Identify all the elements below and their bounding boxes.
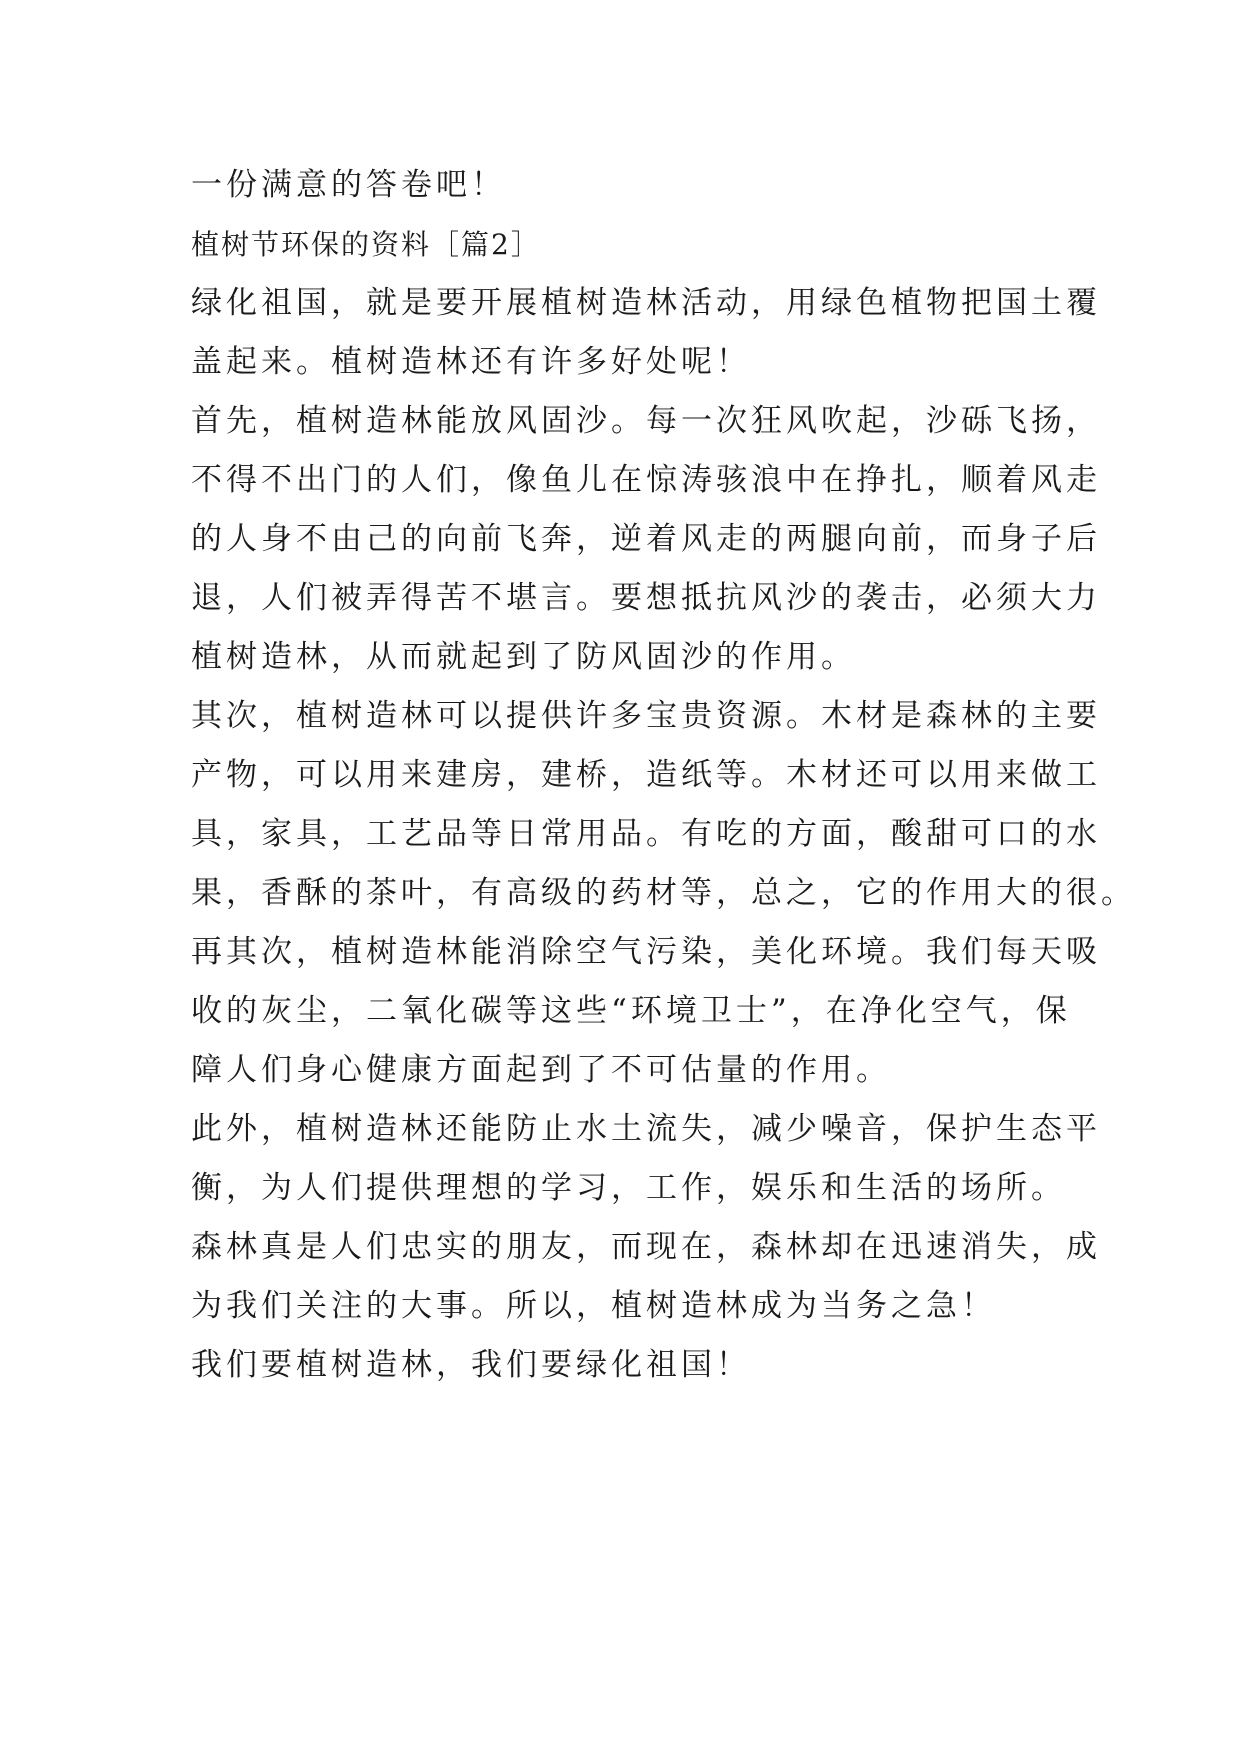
text-line: 森林真是人们忠实的朋友，而现在，森林却在迅速消失，成 bbox=[191, 1229, 1101, 1265]
text-line: 不得不出门的人们，像鱼儿在惊涛骇浪中在挣扎，顺着风走 bbox=[191, 462, 1101, 498]
text-line: 再其次，植树造林能消除空气污染，美化环境。我们每天吸 bbox=[191, 934, 1101, 970]
text-line: 产物，可以用来建房，建桥，造纸等。木材还可以用来做工 bbox=[191, 757, 1101, 793]
text-line: 衡，为人们提供理想的学习，工作，娱乐和生活的场所。 bbox=[191, 1170, 1066, 1206]
text-line: 收的灰尘，二氧化碳等这些“环境卫士”，在净化空气，保 bbox=[191, 993, 1071, 1029]
section-heading: 植树节环保的资料［篇2］ bbox=[191, 228, 541, 261]
text-line: 的人身不由己的向前飞奔，逆着风走的两腿向前，而身子后 bbox=[191, 521, 1101, 557]
text-line: 我们要植树造林，我们要绿化祖国！ bbox=[191, 1347, 751, 1383]
text-line: 其次，植树造林可以提供许多宝贵资源。木材是森林的主要 bbox=[191, 698, 1101, 734]
document-body bbox=[191, 156, 1136, 1395]
text-line: 首先，植树造林能放风固沙。每一次狂风吹起，沙砾飞扬， bbox=[191, 403, 1101, 439]
text-line: 障人们身心健康方面起到了不可估量的作用。 bbox=[191, 1052, 891, 1088]
text-line: 植树造林，从而就起到了防风固沙的作用。 bbox=[191, 639, 856, 675]
text-line: 具，家具，工艺品等日常用品。有吃的方面，酸甜可口的水 bbox=[191, 816, 1101, 852]
text-line: 果，香酥的茶叶，有高级的药材等，总之，它的作用大的很。 bbox=[191, 875, 1136, 911]
text-line: 绿化祖国，就是要开展植树造林活动，用绿色植物把国土覆 bbox=[191, 285, 1101, 321]
text-line: 盖起来。植树造林还有许多好处呢！ bbox=[191, 344, 751, 380]
text-line: 退，人们被弄得苦不堪言。要想抵抗风沙的袭击，必须大力 bbox=[191, 580, 1101, 616]
text-line: 此外，植树造林还能防止水土流失，减少噪音，保护生态平 bbox=[191, 1111, 1101, 1147]
text-line: 一份满意的答卷吧！ bbox=[191, 167, 506, 203]
text-line: 为我们关注的大事。所以，植树造林成为当务之急！ bbox=[191, 1288, 996, 1324]
